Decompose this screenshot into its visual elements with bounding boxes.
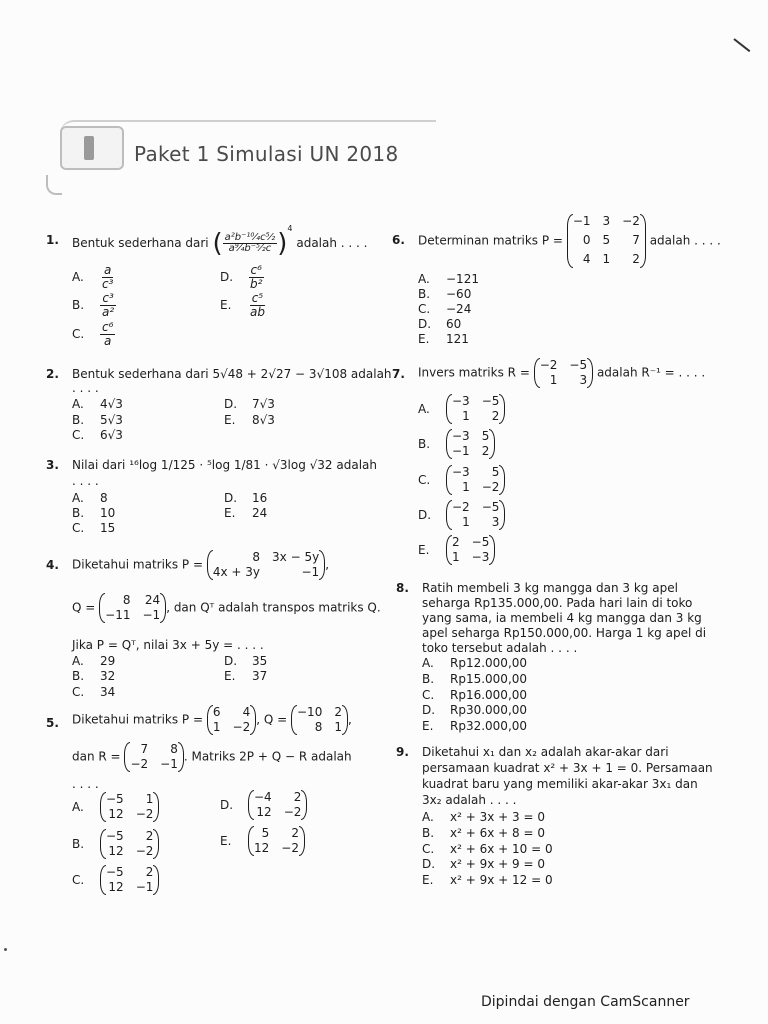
question-number: 2. (46, 367, 59, 381)
question-text: Diketahui x₁ dan x₂ adalah akar-akar dari (422, 745, 669, 759)
question-text: yang sama, ia membeli 4 kg mangga dan 3 kg (422, 611, 702, 625)
option-c[interactable]: C. $\frac{\text{c⁶}}{a}$ (72, 320, 114, 348)
option-e[interactable]: E. 24 (224, 506, 268, 520)
option-c[interactable]: C. −3 5 1 −2 (418, 465, 505, 495)
question-text: kuadrat baru yang memiliki akar-akar 3x₁ dan (422, 777, 698, 791)
option-c[interactable]: C. Rp16.000,00 (422, 688, 528, 702)
option-e[interactable]: E. 5 2 12 −2 (220, 826, 305, 856)
option-d[interactable]: D. 16 (224, 491, 268, 505)
question-number: 5. (46, 716, 59, 730)
question-suffix: adalah . . . . (296, 236, 368, 250)
matrix-p: 6 4 1 −2 (207, 705, 256, 735)
question-number: 7. (392, 367, 405, 381)
question-dots: . . . . (72, 777, 99, 791)
question-number: 3. (46, 458, 59, 472)
option-b[interactable]: B. x² + 6x + 8 = 0 (422, 826, 545, 840)
option-b[interactable]: B. 5√3 (72, 413, 123, 427)
option-a[interactable]: A. $\frac{a}{\text{c³}}$ (72, 263, 114, 291)
question-5-line-1: Diketahui matriks P = 6 4 1 −2 , Q = −10 2 8 1 , (72, 705, 352, 735)
option-c[interactable]: C. 6√3 (72, 428, 123, 442)
question-text: 3x₂ adalah . . . . (422, 793, 517, 807)
option-b[interactable]: B. Rp15.000,00 (422, 672, 528, 686)
option-a[interactable]: A. 8 (72, 491, 108, 505)
option-d[interactable]: D. −2 −5 1 3 (418, 500, 505, 530)
question-number: 6. (392, 233, 405, 247)
scanner-watermark: Dipindai dengan CamScanner (481, 994, 690, 1010)
question-text: seharga Rp135.000,00. Pada hari lain di toko (422, 596, 693, 610)
option-a[interactable]: A. −3 −5 1 2 (418, 394, 505, 424)
question-text: toko tersebut adalah . . . . (422, 641, 578, 655)
option-d[interactable]: D. $\frac{\text{c⁶}}{\text{b²}}$ (220, 263, 263, 291)
question-number: 8. (396, 581, 409, 595)
option-d[interactable]: D. 60 (418, 317, 462, 331)
header-hook (46, 175, 62, 195)
option-a[interactable]: A. 29 (72, 654, 116, 668)
page-title: Paket 1 Simulasi UN 2018 (134, 142, 399, 166)
question-dots: . . . . (72, 381, 99, 395)
option-a[interactable]: A. −5 1 12 −2 (72, 792, 159, 822)
option-e[interactable]: E. 8√3 (224, 413, 275, 427)
matrix-r: −2 −5 1 3 (534, 358, 593, 388)
option-a[interactable]: A. −121 (418, 272, 479, 286)
question-text: Ratih membeli 3 kg mangga dan 3 kg apel (422, 581, 678, 595)
option-b[interactable]: B. −3 5 −1 2 (418, 429, 495, 459)
option-c[interactable]: C. x² + 6x + 10 = 0 (422, 842, 553, 856)
option-b[interactable]: B. 10 (72, 506, 116, 520)
option-e[interactable]: E. 121 (418, 332, 469, 346)
question-text: apel seharga Rp150.000,00. Harga 1 kg apel di (422, 626, 707, 640)
matrix-q: 8 24 −11 −1 (99, 593, 166, 623)
matrix-p: 8 3x − 5y 4x + 3y −1 (207, 550, 325, 580)
option-c[interactable]: C. 34 (72, 685, 116, 699)
option-e[interactable]: E. $\frac{\text{c⁵}}{ab}$ (220, 291, 265, 319)
option-d[interactable]: D. −4 2 12 −2 (220, 790, 307, 820)
question-text: persamaan kuadrat x² + 3x + 1 = 0. Persamaan (422, 761, 713, 775)
question-number: 9. (396, 745, 409, 759)
question-6: Determinan matriks P = −1 3 −2 0 5 7 4 1 2 adalah . . . . (418, 214, 721, 267)
option-c[interactable]: C. −24 (418, 302, 472, 316)
question-4-line-2: Q = 8 24 −11 −1 , dan Qᵀ adalah transpos matriks Q. (72, 593, 381, 623)
question-number: 1. (46, 233, 59, 247)
matrix-p: −1 3 −2 0 5 7 4 1 2 (567, 214, 646, 268)
question-7: Invers matriks R = −2 −5 1 3 adalah R⁻¹ = . . . . (418, 358, 706, 388)
option-c[interactable]: C. −5 2 12 −1 (72, 865, 159, 895)
option-d[interactable]: D. 7√3 (224, 397, 275, 411)
option-c[interactable]: C. 15 (72, 521, 116, 535)
question-text: Bentuk sederhana dari 5√48 + 2√27 − 3√108 adalah (72, 367, 392, 381)
option-b[interactable]: B. $\frac{\text{c³}}{\text{a²}}$ (72, 291, 115, 319)
option-d[interactable]: D. Rp30.000,00 (422, 703, 528, 717)
question-5-line-2: dan R = 7 8 −2 −1 . Matriks 2P + Q − R adalah (72, 742, 352, 772)
matrix-r: 7 8 −2 −1 (124, 742, 183, 772)
option-a[interactable]: A. Rp12.000,00 (422, 656, 528, 670)
question-dots: . . . . (72, 474, 99, 488)
question-4-line-1: Diketahui matriks P = 8 3x − 5y 4x + 3y −1 , (72, 550, 330, 580)
scan-mark (733, 38, 750, 52)
question-text: Nilai dari ¹⁶log 1/125 · ⁵log 1/81 · √3log √32 adalah (72, 458, 377, 472)
option-e[interactable]: E. x² + 9x + 12 = 0 (422, 873, 553, 887)
option-e[interactable]: E. 37 (224, 669, 268, 683)
expression-fraction: $\frac{\text{a²b⁻¹⁰⁄₄c⁵⁄₂}}{\text{a⁹⁄₄b⁻⁵⁄₂c}}$ (224, 231, 276, 254)
option-b[interactable]: B. −60 (418, 287, 472, 301)
header-tab-icon (60, 126, 124, 170)
matrix-q: −10 2 8 1 (291, 705, 348, 735)
option-d[interactable]: D. 35 (224, 654, 268, 668)
question-text: Jika P = Qᵀ, nilai 3x + 5y = . . . . (72, 638, 264, 652)
option-a[interactable]: A. 4√3 (72, 397, 123, 411)
option-e[interactable]: E. Rp32.000,00 (422, 719, 528, 733)
question-text: Bentuk sederhana dari (72, 236, 209, 250)
option-b[interactable]: B. −5 2 12 −2 (72, 829, 159, 859)
option-b[interactable]: B. 32 (72, 669, 116, 683)
scan-speck (4, 948, 7, 951)
question-number: 4. (46, 558, 59, 572)
option-a[interactable]: A. x² + 3x + 3 = 0 (422, 810, 545, 824)
option-e[interactable]: E. 2 −5 1 −3 (418, 535, 495, 565)
option-d[interactable]: D. x² + 9x + 9 = 0 (422, 857, 545, 871)
question-1: Bentuk sederhana dari ( $\frac{\text{a²b⁻¹⁰⁄₄c⁵⁄₂}}{\text{a⁹⁄₄b⁻⁵⁄₂c}}$ )$^4$ adalah . . . . (72, 224, 368, 259)
